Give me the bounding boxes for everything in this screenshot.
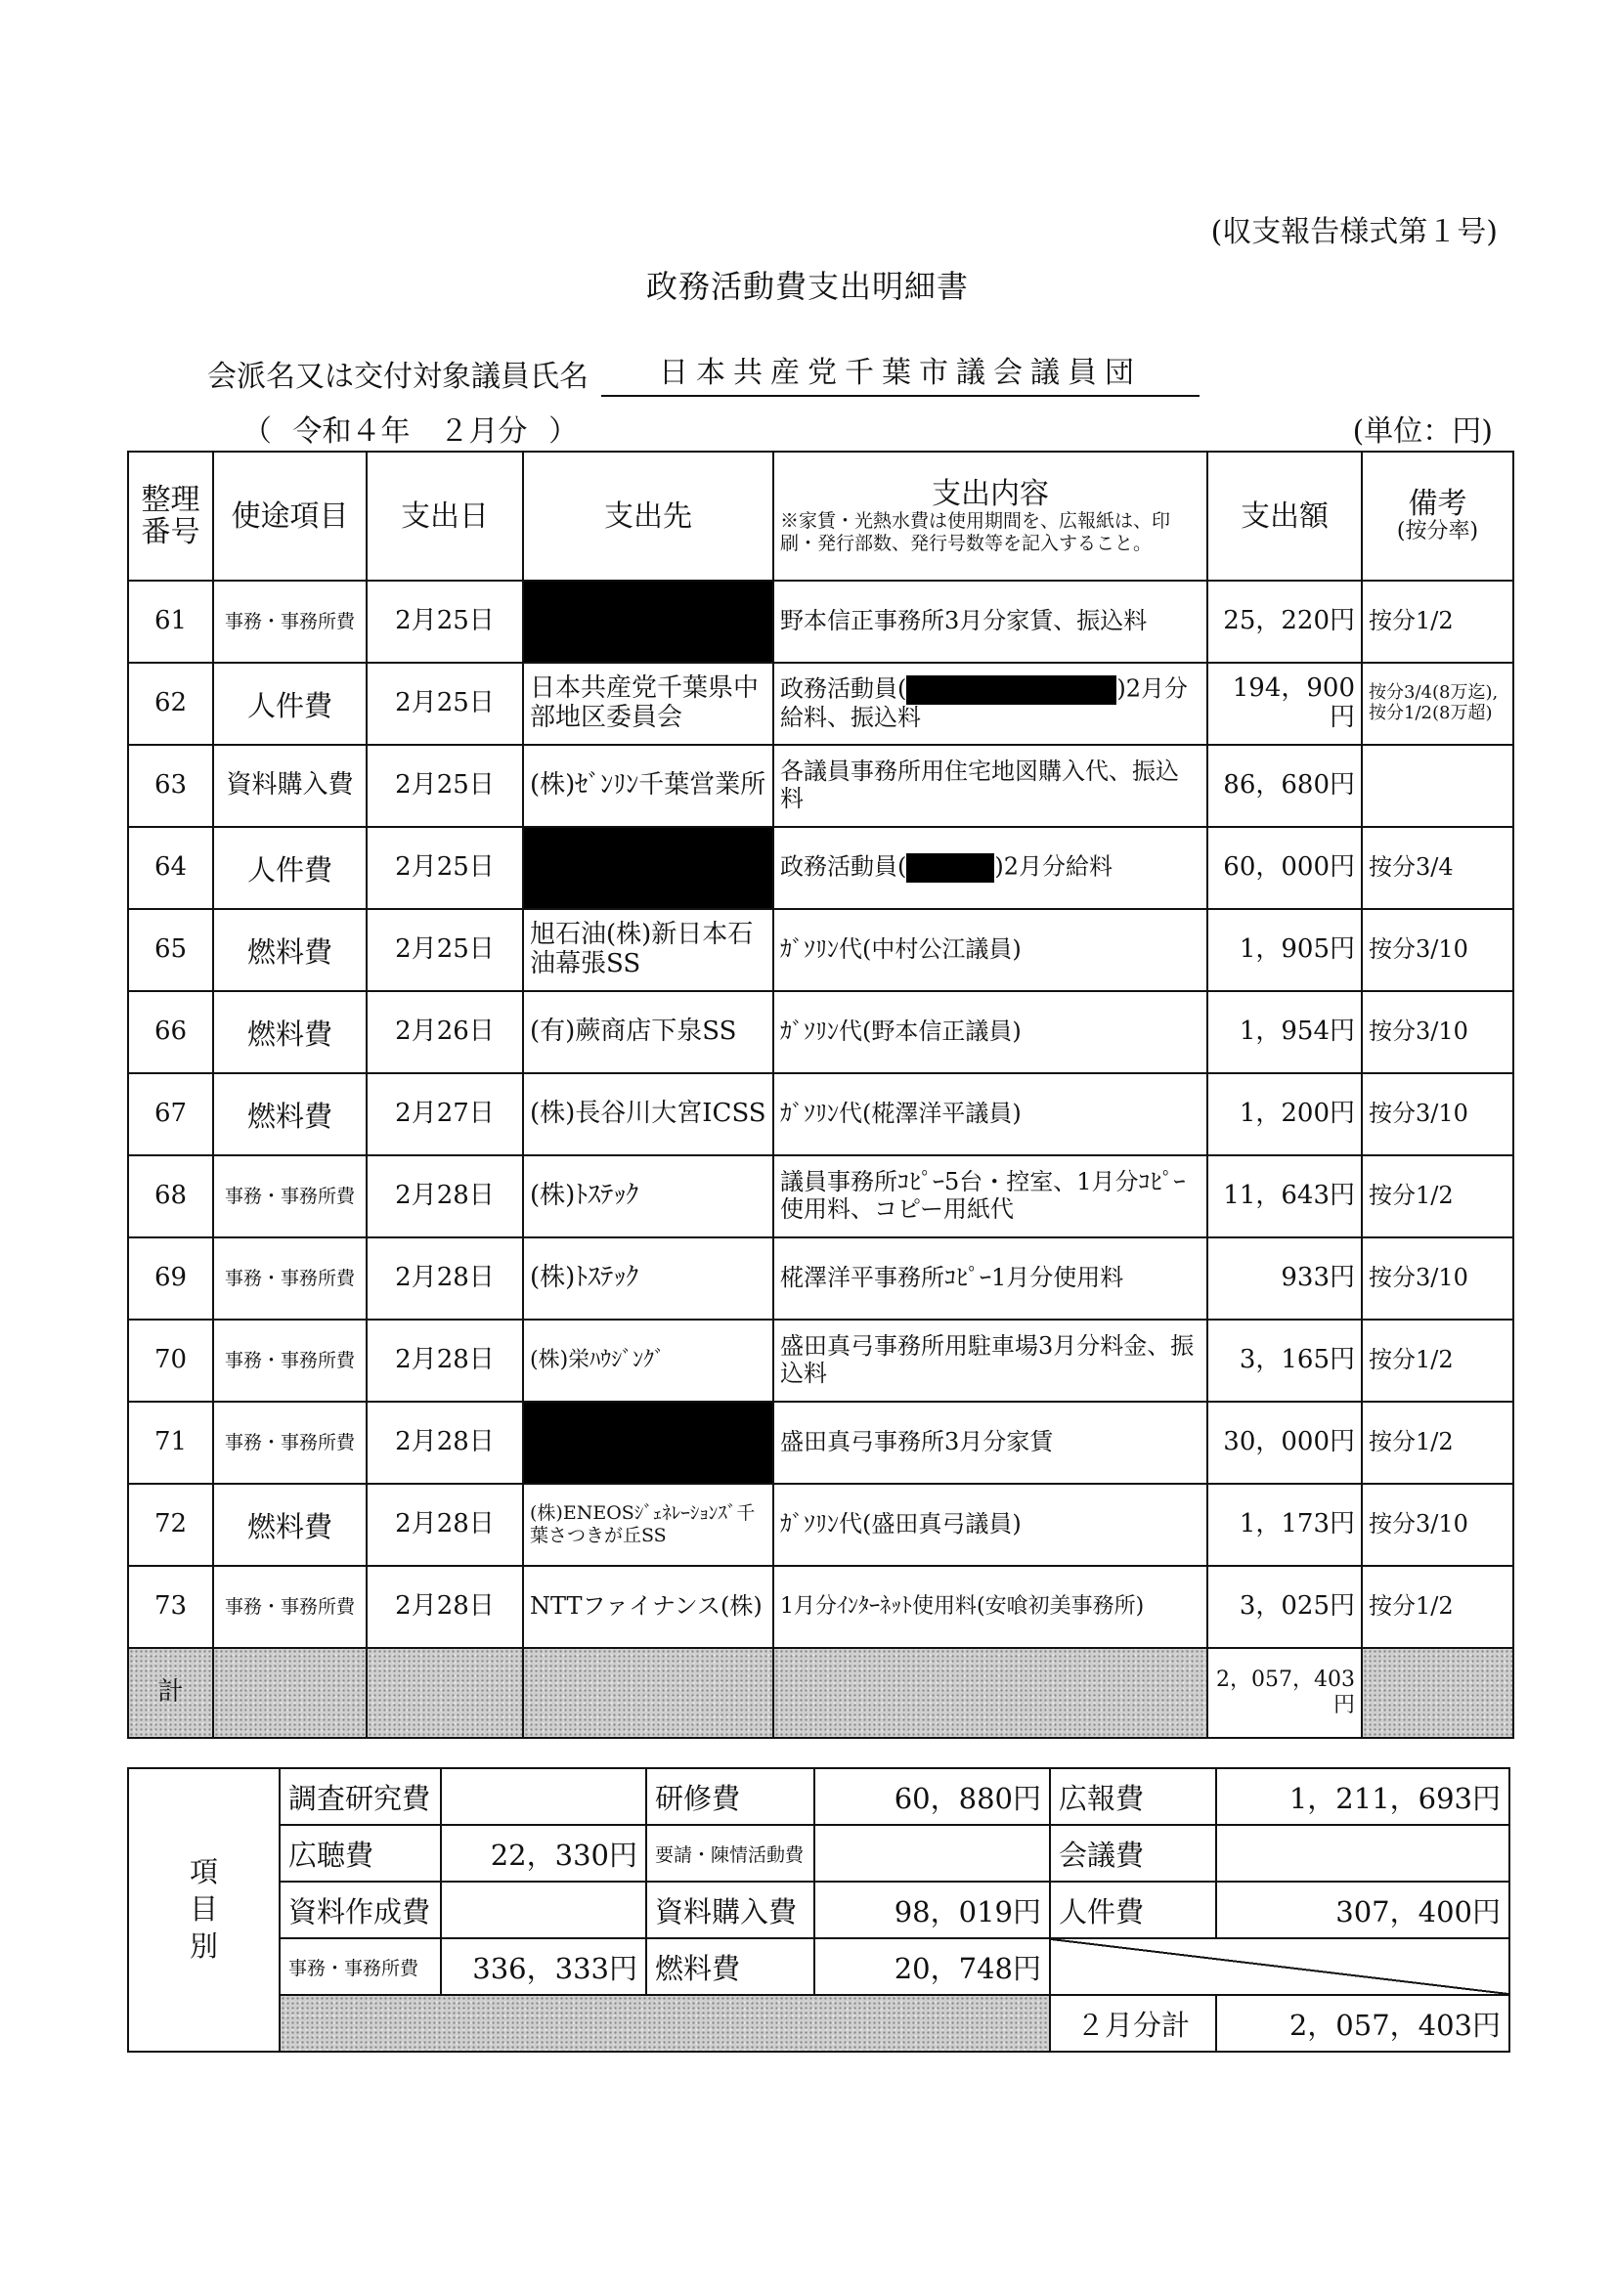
row-amount: 1，905円: [1207, 909, 1362, 991]
row-date: 2月28日: [367, 1566, 523, 1648]
side-label-text: 項目別: [190, 1855, 219, 1963]
summary-value: [441, 1768, 646, 1825]
summary-value: 98，019円: [814, 1882, 1050, 1938]
diagonal-empty-cell: [1050, 1938, 1509, 1995]
content-suffix: )2月分給料、振込料: [780, 674, 1189, 732]
row-remarks: 按分1/2: [1362, 1402, 1513, 1484]
content-prefix: 政務活動員(: [780, 852, 907, 881]
party-name: 日本共産党千葉市議会議員団: [601, 348, 1200, 397]
row-date: 2月25日: [367, 663, 523, 745]
row-date: 2月27日: [367, 1073, 523, 1155]
table-row: [128, 991, 1513, 1073]
row-remarks: 按分1/2: [1362, 581, 1513, 663]
redacted-payee: [523, 827, 773, 909]
row-date: 2月28日: [367, 1320, 523, 1402]
table-header-row: [128, 452, 1513, 581]
summary-value: 336，333円: [441, 1938, 646, 1995]
summary-label: 要請・陳情活動費: [646, 1825, 814, 1882]
row-date: 2月25日: [367, 745, 523, 827]
row-content: ｶﾞｿﾘﾝ代(盛田真弓議員): [773, 1484, 1207, 1566]
header-date: 支出日: [367, 452, 523, 581]
row-content: 盛田真弓事務所3月分家賃: [773, 1402, 1207, 1484]
row-category: 人件費: [213, 827, 367, 909]
row-category: 事務・事務所費: [213, 1237, 367, 1320]
row-date: 2月28日: [367, 1237, 523, 1320]
row-category: 燃料費: [213, 1484, 367, 1566]
summary-label: 事務・事務所費: [280, 1938, 441, 1995]
table-row: [128, 581, 1513, 663]
row-content: 野本信正事務所3月分家賃、振込料: [773, 581, 1207, 663]
shaded-cell: [280, 1995, 1050, 2052]
row-category: 燃料費: [213, 909, 367, 991]
row-content: ｶﾞｿﾘﾝ代(野本信正議員): [773, 991, 1207, 1073]
row-remarks: 按分3/10: [1362, 1073, 1513, 1155]
row-category: 燃料費: [213, 991, 367, 1073]
row-amount: 3，165円: [1207, 1320, 1362, 1402]
row-amount: 3，025円: [1207, 1566, 1362, 1648]
row-content: 各議員事務所用住宅地図購入代、振込料: [773, 745, 1207, 827]
summary-label: 会議費: [1050, 1825, 1216, 1882]
header-payee: 支出先: [523, 452, 773, 581]
header-remarks: [1362, 452, 1513, 581]
row-category: 事務・事務所費: [213, 1155, 367, 1237]
summary-value: 60，880円: [814, 1768, 1050, 1825]
table-row: [128, 745, 1513, 827]
total-amount: 2，057，403円: [1207, 1648, 1362, 1738]
row-category: 事務・事務所費: [213, 1402, 367, 1484]
row-amount: 25，220円: [1207, 581, 1362, 663]
row-no: 64: [128, 827, 213, 909]
row-amount: 1，200円: [1207, 1073, 1362, 1155]
summary-label: 人件費: [1050, 1882, 1216, 1938]
row-payee: (株)ENEOSｼﾞｪﾈﾚｰｼｮﾝｽﾞ千葉さつきが丘SS: [523, 1484, 773, 1566]
row-content: ｶﾞｿﾘﾝ代(椛澤洋平議員): [773, 1073, 1207, 1155]
row-payee: (株)ﾄｽﾃｯｸ: [523, 1237, 773, 1320]
row-category: 燃料費: [213, 1073, 367, 1155]
row-payee: (株)長谷川大宮ICSS: [523, 1073, 773, 1155]
row-remarks: 按分3/10: [1362, 991, 1513, 1073]
header-content: [773, 452, 1207, 581]
row-no: 65: [128, 909, 213, 991]
row-no: 68: [128, 1155, 213, 1237]
table-row: [128, 909, 1513, 991]
document-title: 政務活動費支出明細書: [645, 268, 969, 305]
row-category: 資料購入費: [213, 745, 367, 827]
summary-value: 20，748円: [814, 1938, 1050, 1995]
summary-row: [128, 1768, 1509, 1825]
summary-value: [1216, 1825, 1509, 1882]
row-content: 椛澤洋平事務所ｺﾋﾟｰ1月分使用料: [773, 1237, 1207, 1320]
summary-value: 307，400円: [1216, 1882, 1509, 1938]
row-content: [773, 827, 1207, 909]
row-no: 72: [128, 1484, 213, 1566]
header-category: 使途項目: [213, 452, 367, 581]
row-date: 2月28日: [367, 1402, 523, 1484]
table-row: [128, 827, 1513, 909]
row-content: 盛田真弓事務所用駐車場3月分料金、振込料: [773, 1320, 1207, 1402]
row-category: 事務・事務所費: [213, 1320, 367, 1402]
row-amount: 11，643円: [1207, 1155, 1362, 1237]
summary-value: 22，330円: [441, 1825, 646, 1882]
row-content: ｶﾞｿﾘﾝ代(中村公江議員): [773, 909, 1207, 991]
shaded-cell: [367, 1648, 523, 1738]
row-no: 71: [128, 1402, 213, 1484]
row-remarks: 按分3/4(8万迄),按分1/2(8万超): [1362, 663, 1513, 745]
table-row: [128, 1320, 1513, 1402]
summary-label: 資料作成費: [280, 1882, 441, 1938]
redacted-name: [906, 853, 994, 883]
row-amount: 1，173円: [1207, 1484, 1362, 1566]
row-remarks: 按分3/10: [1362, 1484, 1513, 1566]
total-label: 計: [128, 1648, 213, 1738]
row-remarks: 按分3/10: [1362, 909, 1513, 991]
row-category: 事務・事務所費: [213, 1566, 367, 1648]
table-row: [128, 1566, 1513, 1648]
summary-value: 1，211，693円: [1216, 1768, 1509, 1825]
redacted-payee: [523, 581, 773, 663]
redacted-name: [906, 675, 1116, 705]
row-remarks: 按分3/10: [1362, 1237, 1513, 1320]
row-content: 議員事務所ｺﾋﾟｰ5台・控室、1月分ｺﾋﾟｰ使用料、コピー用紙代: [773, 1155, 1207, 1237]
content-suffix: )2月分給料: [994, 852, 1113, 881]
row-date: 2月25日: [367, 827, 523, 909]
row-date: 2月28日: [367, 1484, 523, 1566]
summary-label: 調査研究費: [280, 1768, 441, 1825]
row-payee: (株)ｾﾞﾝﾘﾝ千葉営業所: [523, 745, 773, 827]
row-amount: 194，900円: [1207, 663, 1362, 745]
table-row: [128, 663, 1513, 745]
row-date: 2月26日: [367, 991, 523, 1073]
party-label: 会派名又は交付対象議員氏名: [207, 360, 589, 394]
header-amount: 支出額: [1207, 452, 1362, 581]
row-no: 62: [128, 663, 213, 745]
row-no: 67: [128, 1073, 213, 1155]
summary-row: [128, 1938, 1509, 1995]
header-no: 整理番号: [128, 452, 213, 581]
content-prefix: 政務活動員(: [780, 674, 907, 703]
row-date: 2月25日: [367, 581, 523, 663]
total-row: [128, 1648, 1513, 1738]
row-category: 人件費: [213, 663, 367, 745]
currency-unit: (単位：円): [1352, 414, 1493, 449]
row-amount: 933円: [1207, 1237, 1362, 1320]
row-remarks: 按分1/2: [1362, 1155, 1513, 1237]
row-no: 66: [128, 991, 213, 1073]
row-amount: 30，000円: [1207, 1402, 1362, 1484]
row-no: 69: [128, 1237, 213, 1320]
header-remarks-sub: (按分率): [1396, 519, 1479, 544]
row-no: 70: [128, 1320, 213, 1402]
redacted-payee: [523, 1402, 773, 1484]
summary-total-row: [128, 1995, 1509, 2052]
summary-label: 資料購入費: [646, 1882, 814, 1938]
table-row: [128, 1237, 1513, 1320]
row-date: 2月28日: [367, 1155, 523, 1237]
shaded-cell: [523, 1648, 773, 1738]
row-amount: 86，680円: [1207, 745, 1362, 827]
row-content: 1月分ｲﾝﾀｰﾈｯﾄ使用料(安喰初美事務所): [773, 1566, 1207, 1648]
row-payee: (株)栄ﾊｳｼﾞﾝｸﾞ: [523, 1320, 773, 1402]
row-content: [773, 663, 1207, 745]
table-row: [128, 1402, 1513, 1484]
table-row: [128, 1484, 1513, 1566]
summary-value: [441, 1882, 646, 1938]
header-content-note: ※家賃・光熱水費は使用期間を、広報紙は、印刷・発行部数、発行号数等を記入すること。: [780, 509, 1171, 554]
summary-label: 広報費: [1050, 1768, 1216, 1825]
table-row: [128, 1073, 1513, 1155]
row-amount: 60，000円: [1207, 827, 1362, 909]
row-payee: (株)ﾄｽﾃｯｸ: [523, 1155, 773, 1237]
summary-label: 燃料費: [646, 1938, 814, 1995]
summary-side-label: [128, 1768, 280, 2052]
row-date: 2月25日: [367, 909, 523, 991]
shaded-cell: [773, 1648, 1207, 1738]
row-remarks: 按分1/2: [1362, 1566, 1513, 1648]
expense-table: [127, 451, 1514, 1739]
row-remarks: 按分1/2: [1362, 1320, 1513, 1402]
header-content-title: 支出内容: [932, 476, 1049, 511]
report-period: （ 令和４年 ２月分 ）: [242, 414, 579, 449]
summary-label: 広聴費: [280, 1825, 441, 1882]
shaded-cell: [1362, 1648, 1513, 1738]
summary-row: [128, 1882, 1509, 1938]
summary-value: [814, 1825, 1050, 1882]
row-category: 事務・事務所費: [213, 581, 367, 663]
month-total-label: ２月分計: [1050, 1995, 1216, 2052]
row-payee: 旭石油(株)新日本石油幕張SS: [523, 909, 773, 991]
month-total-value: 2，057，403円: [1216, 1995, 1509, 2052]
row-no: 63: [128, 745, 213, 827]
row-remarks: 按分3/4: [1362, 827, 1513, 909]
row-payee: (有)蕨商店下泉SS: [523, 991, 773, 1073]
row-remarks: [1362, 745, 1513, 827]
header-remarks-title: 備考: [1408, 487, 1467, 522]
summary-row: [128, 1825, 1509, 1882]
row-amount: 1，954円: [1207, 991, 1362, 1073]
row-payee: 日本共産党千葉県中部地区委員会: [523, 663, 773, 745]
table-row: [128, 1155, 1513, 1237]
row-no: 73: [128, 1566, 213, 1648]
shaded-cell: [213, 1648, 367, 1738]
form-number: (収支報告様式第１号): [1210, 215, 1498, 249]
category-summary-table: [127, 1767, 1510, 2053]
row-payee: NTTファイナンス(株): [523, 1566, 773, 1648]
summary-label: 研修費: [646, 1768, 814, 1825]
row-no: 61: [128, 581, 213, 663]
